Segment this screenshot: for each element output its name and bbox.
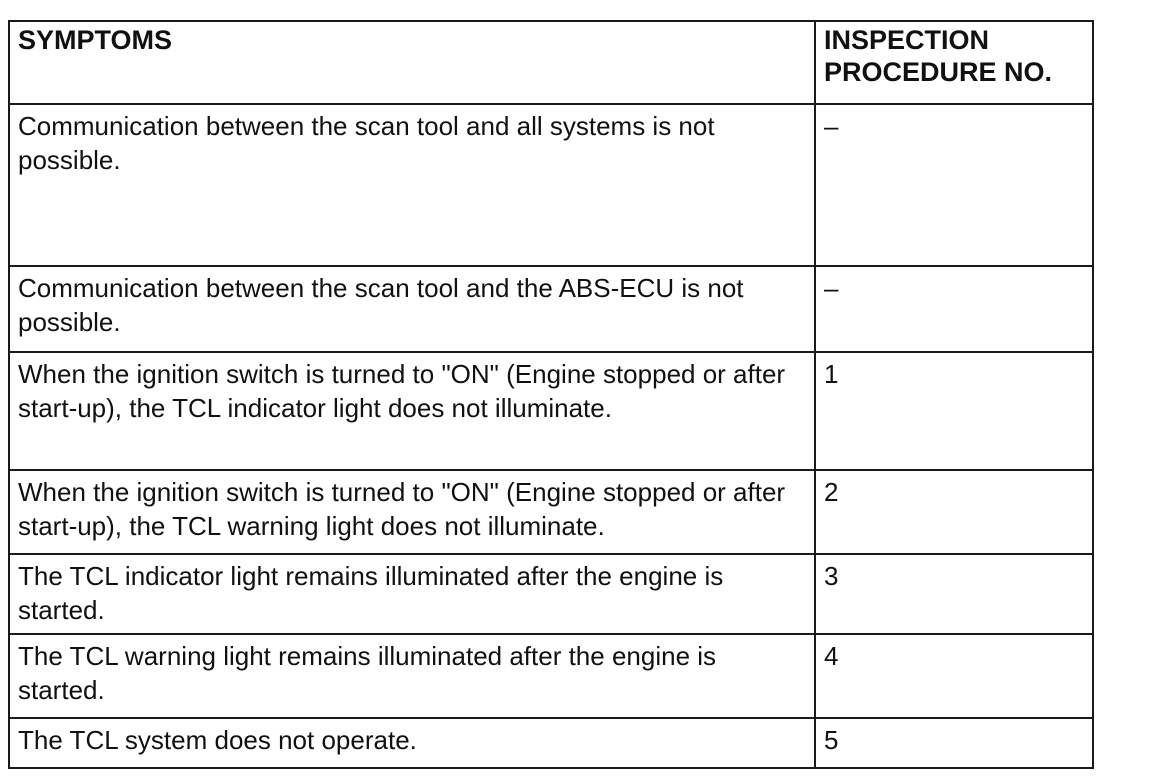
procedure-cell: 4 — [815, 634, 1093, 718]
symptom-cell: Communication between the scan tool and all systems is not possible. — [9, 104, 815, 266]
table-row — [9, 352, 1093, 470]
procedure-cell: 3 — [815, 554, 1093, 634]
symptom-cell: When the ignition switch is turned to "ON" (Engine stopped or after start-up), the TCL indicator light does not illuminate. — [9, 352, 815, 470]
table-row — [9, 634, 1093, 718]
table-row — [9, 470, 1093, 554]
procedure-cell: – — [815, 104, 1093, 266]
procedure-cell: 1 — [815, 352, 1093, 470]
table-row — [9, 104, 1093, 266]
table-row — [9, 718, 1093, 768]
table-row — [9, 554, 1093, 634]
symptom-cell: When the ignition switch is turned to "ON" (Engine stopped or after start-up), the TCL warning light does not illuminate. — [9, 470, 815, 554]
procedure-cell: 2 — [815, 470, 1093, 554]
symptom-procedure-table — [8, 20, 1094, 769]
header-procedure-line2: PROCEDURE NO. — [824, 57, 1053, 87]
header-symptoms — [9, 21, 815, 104]
symptom-cell: Communication between the scan tool and the ABS-ECU is not possible. — [9, 266, 815, 352]
symptom-cell: The TCL indicator light remains illuminated after the engine is started. — [9, 554, 815, 634]
header-symptoms-label: SYMPTOMS — [18, 25, 173, 55]
header-procedure-line1: INSPECTION — [824, 25, 990, 55]
header-inspection-procedure — [815, 21, 1093, 104]
table-header-row — [9, 21, 1093, 104]
procedure-cell: 5 — [815, 718, 1093, 768]
table-row — [9, 266, 1093, 352]
symptom-cell: The TCL system does not operate. — [9, 718, 815, 768]
symptom-cell: The TCL warning light remains illuminated after the engine is started. — [9, 634, 815, 718]
procedure-cell: – — [815, 266, 1093, 352]
